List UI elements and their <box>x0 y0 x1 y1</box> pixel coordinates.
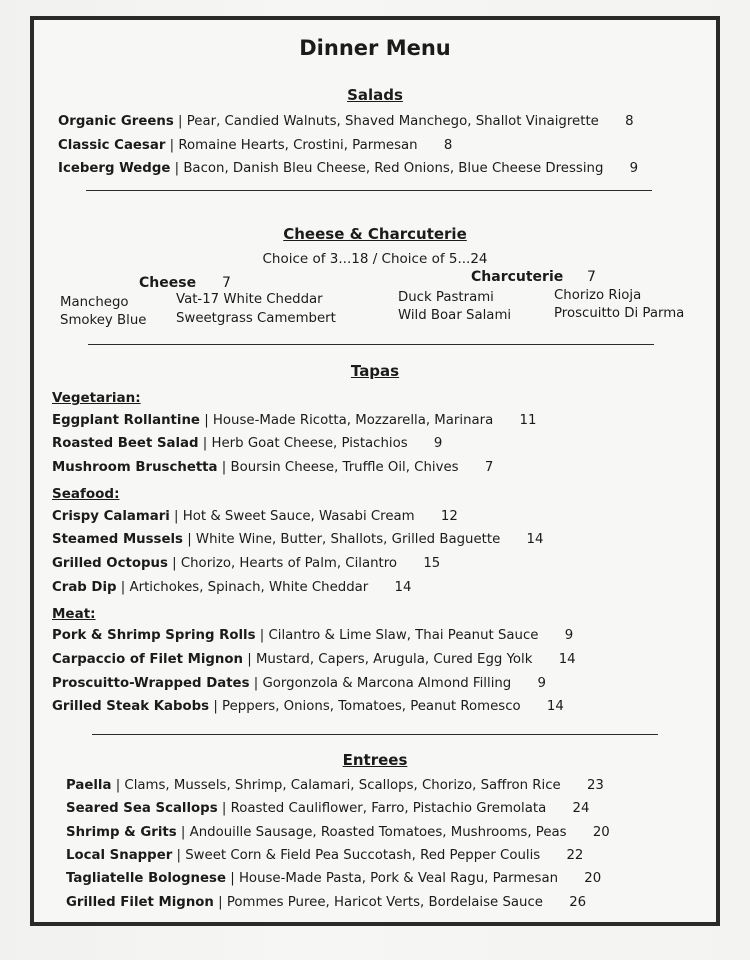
item-desc: Cilantro & Lime Slaw, Thai Peanut Sauce <box>268 628 539 643</box>
seafood-label: Seafood: <box>52 486 120 502</box>
menu-item: Carpaccio of Filet Mignon | Mustard, Capers, Arugula, Cured Egg Yolk 14 <box>52 652 576 667</box>
charcuterie-label: Charcuterie <box>471 269 564 285</box>
item-price: 8 <box>625 114 634 129</box>
menu-title: Dinner Menu <box>299 36 451 60</box>
item-price: 26 <box>569 895 587 910</box>
item-price: 9 <box>433 436 443 451</box>
item-desc: Andouille Sausage, Roasted Tomatoes, Mushrooms, Peas <box>189 825 567 840</box>
vegetarian-label: Vegetarian: <box>52 390 141 406</box>
item-name: Paella <box>66 778 112 793</box>
item-name: Seared Sea Scallops <box>66 801 218 816</box>
charcuterie-item: Chorizo Rioja <box>554 288 642 303</box>
menu-item: Shrimp & Grits | Andouille Sausage, Roasted Tomatoes, Mushrooms, Peas 20 <box>66 825 610 840</box>
menu-item: Local Snapper | Sweet Corn & Field Pea Succotash, Red Pepper Coulis 22 <box>66 848 584 863</box>
menu-item: Roasted Beet Salad | Herb Goat Cheese, Pistachios 9 <box>52 436 443 451</box>
menu-item: Tagliatelle Bolognese | House-Made Pasta, Pork & Veal Ragu, Parmesan 20 <box>66 871 602 886</box>
item-desc: Herb Goat Cheese, Pistachios <box>211 436 408 451</box>
menu-item: Proscuitto-Wrapped Dates | Gorgonzola & Marcona Almond Filling 9 <box>52 676 546 691</box>
cheese-item: Sweetgrass Camembert <box>176 311 336 326</box>
item-desc: House-Made Pasta, Pork & Veal Ragu, Parmesan <box>238 871 559 886</box>
item-name: Proscuitto-Wrapped Dates <box>52 676 250 691</box>
item-name: Iceberg Wedge <box>58 161 171 176</box>
cheese-price: 7 <box>222 275 231 291</box>
meat-label: Meat: <box>52 606 96 622</box>
item-price: 14 <box>526 532 544 547</box>
menu-item: Seared Sea Scallops | Roasted Cauliflower, Farro, Pistachio Gremolata 24 <box>66 801 590 816</box>
item-price: 7 <box>484 460 494 475</box>
item-price: 8 <box>443 138 453 153</box>
salads-heading: Salads <box>347 86 403 104</box>
entrees-heading: Entrees <box>342 751 408 769</box>
menu-item: Mushroom Bruschetta | Boursin Cheese, Truffle Oil, Chives 7 <box>52 460 494 475</box>
item-desc: Sweet Corn & Field Pea Succotash, Red Pepper Coulis <box>185 848 541 863</box>
charcuterie-item: Proscuitto Di Parma <box>554 306 685 321</box>
item-desc: Boursin Cheese, Truffle Oil, Chives <box>230 460 459 475</box>
item-price: 9 <box>564 628 574 643</box>
item-price: 20 <box>592 825 610 840</box>
item-name: Pork & Shrimp Spring Rolls <box>52 628 256 643</box>
item-name: Crab Dip <box>52 580 117 595</box>
item-desc: Clams, Mussels, Shrimp, Calamari, Scallops, Chorizo, Saffron Rice <box>124 778 561 793</box>
item-name: Eggplant Rollantine <box>52 413 200 428</box>
item-name: Grilled Filet Mignon <box>66 895 214 910</box>
menu-item: Classic Caesar | Romaine Hearts, Crostini, Parmesan 8 <box>58 138 453 153</box>
item-price: 14 <box>394 580 412 595</box>
item-desc: Peppers, Onions, Tomatoes, Peanut Romesco <box>222 699 521 714</box>
item-desc: Artichokes, Spinach, White Cheddar <box>129 580 369 595</box>
menu-item: Organic Greens | Pear, Candied Walnuts, Shaved Manchego, Shallot Vinaigrette 8 <box>58 114 634 129</box>
item-desc: Bacon, Danish Bleu Cheese, Red Onions, Blue Cheese Dressing <box>183 161 604 176</box>
item-desc: Roasted Cauliflower, Farro, Pistachio Gremolata <box>230 801 547 816</box>
item-desc: Gorgonzola & Marcona Almond Filling <box>262 676 512 691</box>
item-name: Organic Greens <box>58 114 174 129</box>
section-divider <box>92 734 658 735</box>
tapas-heading: Tapas <box>350 362 400 380</box>
item-price: 20 <box>584 871 602 886</box>
cheese-item: Manchego <box>60 295 129 310</box>
menu-item: Crab Dip | Artichokes, Spinach, White Cheddar 14 <box>52 580 412 595</box>
item-price: 14 <box>546 699 564 714</box>
charcuterie-heading: Cheese & Charcuterie <box>283 225 467 243</box>
menu-item: Grilled Steak Kabobs | Peppers, Onions, Tomatoes, Peanut Romesco 14 <box>52 699 564 714</box>
item-name: Tagliatelle Bolognese <box>66 871 226 886</box>
item-price: 15 <box>423 556 441 571</box>
item-name: Roasted Beet Salad <box>52 436 199 451</box>
item-name: Grilled Steak Kabobs <box>52 699 210 714</box>
item-price: 22 <box>566 848 584 863</box>
item-name: Carpaccio of Filet Mignon <box>52 652 243 667</box>
item-name: Local Snapper <box>66 848 173 863</box>
item-name: Classic Caesar <box>58 138 166 153</box>
item-price: 24 <box>572 801 590 816</box>
cheese-item: Vat-17 White Cheddar <box>176 292 323 307</box>
cheese-item: Smokey Blue <box>60 313 147 328</box>
item-name: Mushroom Bruschetta <box>52 460 218 475</box>
menu-item: Eggplant Rollantine | House-Made Ricotta, Mozzarella, Marinara 11 <box>52 413 537 428</box>
item-name: Grilled Octopus <box>52 556 168 571</box>
item-name: Crispy Calamari <box>52 509 170 524</box>
item-desc: Pear, Candied Walnuts, Shaved Manchego, Shallot Vinaigrette <box>186 114 599 129</box>
charcuterie-item: Duck Pastrami <box>398 290 494 305</box>
charcuterie-price: 7 <box>587 269 596 285</box>
item-name: Steamed Mussels <box>52 532 183 547</box>
section-divider <box>86 190 652 191</box>
cheese-label: Cheese <box>139 275 197 291</box>
menu-item: Grilled Filet Mignon | Pommes Puree, Haricot Verts, Bordelaise Sauce 26 <box>66 895 587 910</box>
item-price: 12 <box>440 509 458 524</box>
item-desc: House-Made Ricotta, Mozzarella, Marinara <box>212 413 494 428</box>
item-desc: Romaine Hearts, Crostini, Parmesan <box>178 138 418 153</box>
menu-item: Steamed Mussels | White Wine, Butter, Shallots, Grilled Baguette 14 <box>52 532 544 547</box>
item-price: 9 <box>537 676 546 691</box>
menu-item: Paella | Clams, Mussels, Shrimp, Calamari, Scallops, Chorizo, Saffron Rice 23 <box>66 778 604 793</box>
item-desc: White Wine, Butter, Shallots, Grilled Baguette <box>195 532 501 547</box>
choice-pricing: Choice of 3...18 / Choice of 5...24 <box>262 251 488 267</box>
item-desc: Chorizo, Hearts of Palm, Cilantro <box>180 556 398 571</box>
item-price: 9 <box>629 161 639 176</box>
menu-item: Iceberg Wedge | Bacon, Danish Bleu Cheese, Red Onions, Blue Cheese Dressing 9 <box>58 161 639 176</box>
menu-item: Crispy Calamari | Hot & Sweet Sauce, Wasabi Cream 12 <box>52 509 458 524</box>
item-price: 14 <box>558 652 576 667</box>
charcuterie-item: Wild Boar Salami <box>398 308 512 323</box>
item-name: Shrimp & Grits <box>66 825 177 840</box>
menu-item: Grilled Octopus | Chorizo, Hearts of Palm, Cilantro 15 <box>52 556 441 571</box>
menu-item: Pork & Shrimp Spring Rolls | Cilantro & Lime Slaw, Thai Peanut Sauce 9 <box>52 628 574 643</box>
item-price: 23 <box>586 778 604 793</box>
section-divider <box>88 344 654 345</box>
item-desc: Pommes Puree, Haricot Verts, Bordelaise Sauce <box>226 895 543 910</box>
item-desc: Hot & Sweet Sauce, Wasabi Cream <box>182 509 415 524</box>
item-price: 11 <box>519 413 537 428</box>
item-desc: Mustard, Capers, Arugula, Cured Egg Yolk <box>255 652 533 667</box>
